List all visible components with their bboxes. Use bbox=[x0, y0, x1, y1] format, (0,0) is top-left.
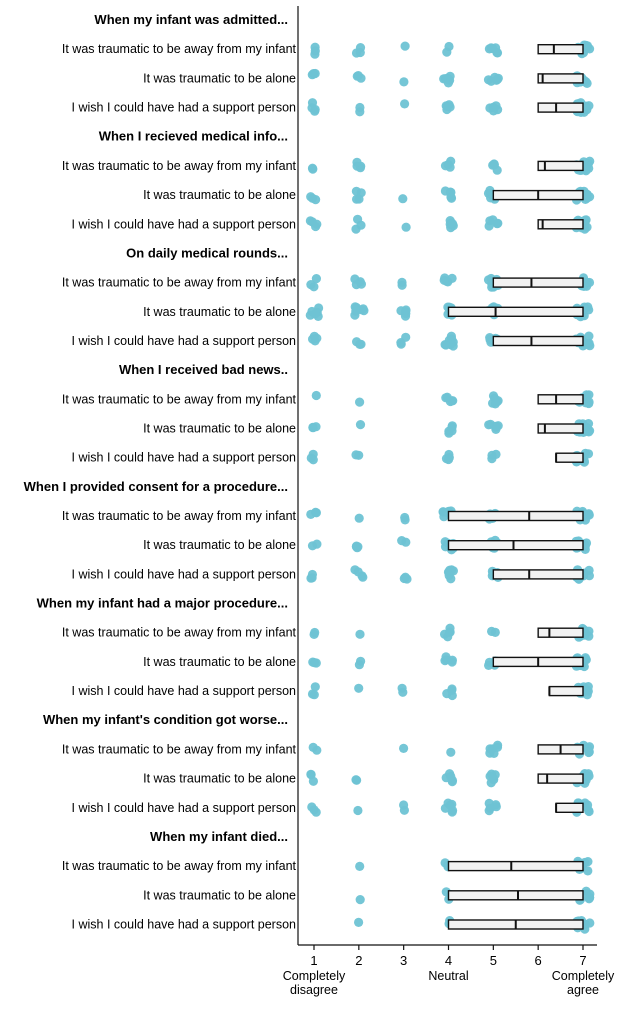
box-iqr bbox=[549, 687, 583, 696]
data-point bbox=[491, 450, 500, 459]
row-label: It was traumatic to be away from my infant bbox=[61, 158, 296, 173]
row-label: I wish I could have had a support person bbox=[71, 450, 296, 465]
data-point bbox=[357, 188, 366, 197]
data-point bbox=[312, 334, 321, 343]
row-label: I wish I could have had a support person bbox=[71, 334, 296, 348]
data-point bbox=[354, 684, 363, 693]
data-point bbox=[446, 163, 455, 172]
data-point bbox=[446, 772, 455, 781]
data-point bbox=[445, 624, 454, 633]
data-point bbox=[442, 101, 451, 110]
data-point bbox=[355, 514, 364, 523]
data-point bbox=[491, 770, 500, 779]
group-title: When my infant died... bbox=[150, 828, 288, 844]
data-point bbox=[583, 857, 592, 866]
data-point bbox=[310, 805, 319, 814]
data-point bbox=[489, 103, 498, 112]
row-label: It was traumatic to be away from my infant bbox=[61, 509, 296, 523]
data-point bbox=[356, 74, 365, 83]
data-point bbox=[356, 895, 365, 904]
x-tick-label: 2 bbox=[355, 953, 363, 968]
x-tick-sublabel: Completely bbox=[551, 969, 615, 983]
data-point bbox=[352, 158, 361, 167]
data-point bbox=[439, 512, 448, 521]
data-point bbox=[401, 333, 410, 342]
data-point bbox=[312, 508, 321, 517]
data-point bbox=[585, 918, 594, 927]
box-iqr bbox=[493, 337, 583, 346]
data-point bbox=[351, 775, 360, 784]
data-point bbox=[353, 806, 362, 815]
data-point bbox=[445, 453, 454, 462]
data-point bbox=[354, 918, 363, 927]
box-iqr bbox=[449, 512, 584, 521]
data-point bbox=[446, 748, 455, 757]
box-iqr bbox=[538, 103, 583, 112]
data-point bbox=[448, 219, 457, 228]
data-point bbox=[359, 306, 368, 315]
row-label: I wish I could have had a support person bbox=[71, 917, 296, 932]
row-label: I wish I could have had a support person bbox=[71, 217, 296, 232]
data-point bbox=[401, 305, 410, 314]
data-point bbox=[311, 105, 320, 114]
data-point bbox=[308, 165, 317, 174]
data-point bbox=[401, 573, 410, 582]
group-title: When my infant's condition got worse... bbox=[42, 712, 288, 728]
data-point bbox=[311, 69, 320, 78]
data-point bbox=[401, 42, 410, 51]
data-point bbox=[310, 628, 319, 637]
data-point bbox=[351, 307, 360, 316]
data-point bbox=[442, 48, 451, 57]
data-point bbox=[356, 221, 365, 230]
data-point bbox=[441, 186, 450, 195]
data-point bbox=[447, 334, 456, 343]
data-point bbox=[397, 536, 406, 545]
row-label: It was traumatic to be alone bbox=[143, 188, 296, 203]
row-label: I wish I could have had a support person bbox=[71, 567, 296, 582]
x-tick-label: 3 bbox=[400, 953, 408, 968]
data-point bbox=[494, 396, 503, 405]
group-title: When my infant was admitted... bbox=[94, 12, 288, 27]
box-iqr bbox=[493, 278, 583, 287]
data-point bbox=[354, 451, 363, 460]
group-title: When my infant had a major procedure... bbox=[36, 595, 288, 611]
data-point bbox=[308, 573, 317, 582]
data-point bbox=[584, 332, 593, 341]
x-tick-label: 4 bbox=[444, 953, 453, 968]
data-point bbox=[400, 99, 409, 108]
data-point bbox=[398, 194, 407, 203]
row-label: It was traumatic to be alone bbox=[143, 421, 296, 436]
group-title: When I recieved medical info... bbox=[98, 128, 288, 144]
data-point bbox=[448, 806, 457, 815]
data-point bbox=[311, 46, 320, 55]
x-tick-label: 5 bbox=[489, 953, 497, 968]
data-point bbox=[585, 278, 594, 287]
data-point bbox=[356, 420, 365, 429]
box-iqr bbox=[449, 891, 584, 900]
data-point bbox=[399, 744, 408, 753]
data-point bbox=[442, 689, 451, 698]
data-point bbox=[312, 658, 321, 667]
data-point bbox=[312, 540, 321, 549]
box-iqr bbox=[556, 803, 583, 812]
x-tick-sublabel: Neutral bbox=[428, 969, 469, 983]
data-point bbox=[585, 397, 594, 406]
box-iqr bbox=[449, 862, 584, 871]
row-label: It was traumatic to be alone bbox=[143, 304, 296, 319]
box-iqr bbox=[538, 74, 583, 83]
data-point bbox=[311, 682, 320, 691]
box-iqr bbox=[538, 395, 583, 404]
x-tick-sublabel: disagree bbox=[290, 983, 338, 997]
data-point bbox=[583, 79, 592, 88]
row-label: It was traumatic to be away from my infant bbox=[61, 859, 296, 874]
data-point bbox=[308, 423, 317, 432]
row-label: It was traumatic to be alone bbox=[143, 654, 296, 669]
row-label: It was traumatic to be away from my infant bbox=[61, 625, 296, 640]
data-point bbox=[355, 340, 364, 349]
group-title: On daily medical rounds... bbox=[126, 245, 288, 261]
row-label: It was traumatic to be away from my infant bbox=[61, 42, 296, 57]
data-point bbox=[309, 455, 318, 464]
data-point bbox=[358, 573, 367, 582]
row-label: I wish I could have had a support person bbox=[71, 100, 296, 115]
x-tick-label: 7 bbox=[579, 953, 587, 968]
data-point bbox=[486, 804, 495, 813]
box-iqr bbox=[538, 774, 583, 783]
x-tick-label: 6 bbox=[534, 953, 542, 968]
data-point bbox=[357, 280, 366, 289]
box-iqr bbox=[449, 541, 584, 550]
box-iqr bbox=[538, 45, 583, 54]
row-label: I wish I could have had a support person bbox=[71, 800, 296, 815]
data-point bbox=[306, 311, 315, 320]
x-tick-sublabel: Completely bbox=[282, 969, 346, 983]
data-point bbox=[446, 574, 455, 583]
data-point bbox=[312, 391, 321, 400]
x-tick-label: 1 bbox=[310, 953, 318, 968]
data-point bbox=[447, 423, 456, 432]
data-point bbox=[494, 74, 503, 83]
data-point bbox=[493, 219, 502, 228]
data-point bbox=[448, 274, 457, 283]
data-point bbox=[352, 542, 361, 551]
data-point bbox=[355, 862, 364, 871]
data-point bbox=[355, 630, 364, 639]
box-iqr bbox=[493, 570, 583, 579]
box-iqr bbox=[556, 453, 583, 462]
box-iqr bbox=[449, 307, 584, 316]
row-label: It was traumatic to be away from my infant bbox=[61, 742, 296, 757]
data-point bbox=[584, 164, 593, 173]
row-label: It was traumatic to be away from my infant bbox=[61, 275, 296, 290]
data-point bbox=[309, 777, 318, 786]
row-label: It was traumatic to be alone bbox=[143, 771, 296, 786]
data-point bbox=[493, 743, 502, 752]
data-point bbox=[585, 807, 594, 816]
data-point bbox=[401, 515, 410, 524]
row-label: It was traumatic to be alone bbox=[143, 888, 296, 903]
row-label: It was traumatic to be away from my infant bbox=[61, 392, 296, 407]
row-label: I wish I could have had a support person bbox=[71, 684, 296, 699]
data-point bbox=[402, 223, 411, 232]
row-label: It was traumatic to be alone bbox=[143, 538, 296, 553]
data-point bbox=[441, 74, 450, 83]
data-point bbox=[441, 393, 450, 402]
data-point bbox=[312, 220, 321, 229]
data-point bbox=[356, 43, 365, 52]
data-point bbox=[488, 44, 497, 53]
data-point bbox=[398, 281, 407, 290]
box-iqr bbox=[538, 220, 583, 229]
group-title: When I provided consent for a procedure... bbox=[23, 478, 288, 494]
data-point bbox=[398, 688, 407, 697]
data-point bbox=[585, 341, 594, 350]
x-tick-sublabel: agree bbox=[567, 983, 599, 997]
data-point bbox=[355, 660, 364, 669]
data-point bbox=[355, 107, 364, 116]
data-point bbox=[399, 800, 408, 809]
data-point bbox=[311, 195, 320, 204]
data-point bbox=[448, 656, 457, 665]
data-point bbox=[355, 398, 364, 407]
row-label: It was traumatic to be alone bbox=[143, 71, 296, 86]
data-point bbox=[399, 77, 408, 86]
data-point bbox=[490, 160, 499, 169]
data-point bbox=[309, 743, 318, 752]
data-point bbox=[491, 628, 500, 637]
data-point bbox=[494, 421, 503, 430]
data-point bbox=[306, 280, 315, 289]
box-iqr bbox=[538, 628, 583, 637]
group-title: When I received bad news.. bbox=[118, 362, 288, 378]
